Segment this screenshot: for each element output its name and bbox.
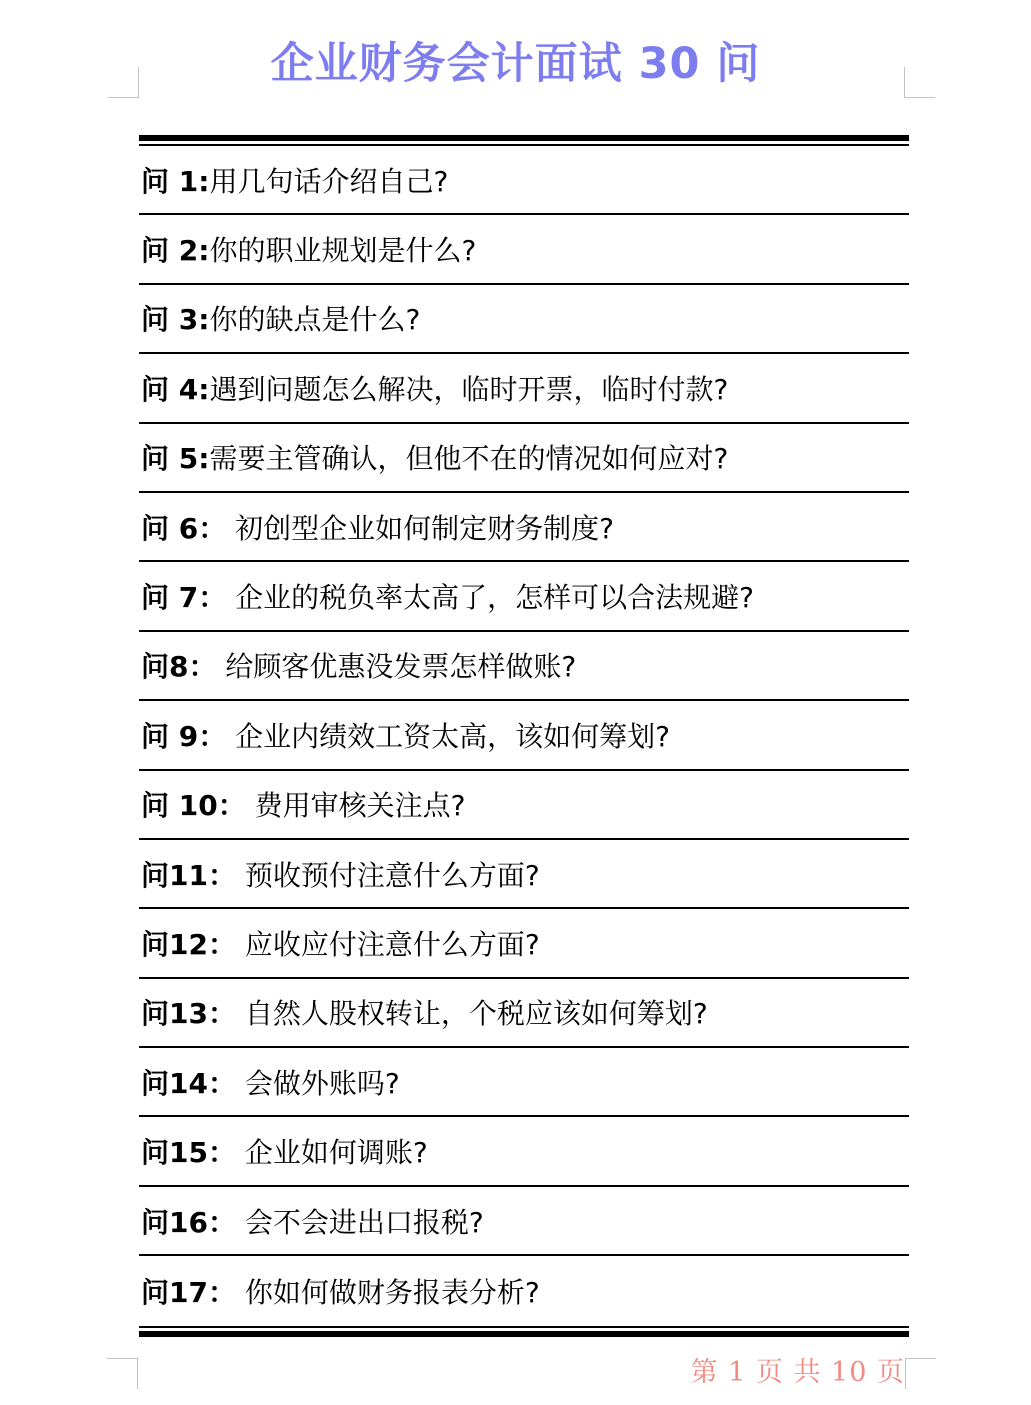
question-prefix: 问 9： <box>141 719 227 753</box>
crop-mark-top-right <box>904 67 935 98</box>
table-row <box>139 424 909 493</box>
question-text: 初创型企业如何制定财务制度? <box>226 511 615 545</box>
question-prefix: 问 10： <box>141 789 246 823</box>
table-row <box>139 1256 909 1325</box>
question-text: 给顾客优惠没发票怎样做账? <box>216 650 577 684</box>
crop-mark-top-left <box>108 67 139 98</box>
question-text: 费用审核关注点? <box>245 789 466 823</box>
table-row <box>139 1117 909 1186</box>
page-number: 第 1 页 共 10 页 <box>690 1357 905 1388</box>
question-prefix: 问15： <box>141 1136 236 1170</box>
question-prefix: 问 5: <box>141 442 210 476</box>
question-prefix: 问 6： <box>141 511 227 545</box>
question-table <box>139 135 909 1337</box>
question-prefix: 问17： <box>141 1275 236 1309</box>
question-text: 遇到问题怎么解决，临时开票，临时付款? <box>209 372 729 406</box>
table-row <box>139 632 909 701</box>
question-text: 会不会进出口报税? <box>235 1205 484 1239</box>
question-prefix: 问 2: <box>141 234 210 268</box>
crop-mark-bottom-right <box>905 1358 936 1389</box>
table-row <box>139 909 909 978</box>
table-row <box>139 1187 909 1256</box>
page-title: 企业财务会计面试 30 问 <box>270 39 761 89</box>
table-row <box>139 215 909 284</box>
question-prefix: 问 3: <box>141 303 210 337</box>
question-text: 企业如何调账? <box>235 1136 428 1170</box>
question-prefix: 问 1: <box>141 164 210 198</box>
question-prefix: 问16： <box>141 1205 236 1239</box>
table-row <box>139 285 909 354</box>
table-row <box>139 354 909 423</box>
table-row <box>139 493 909 562</box>
table-row <box>139 562 909 631</box>
question-prefix: 问13： <box>141 997 236 1031</box>
question-text: 你的缺点是什么? <box>209 303 421 337</box>
crop-mark-bottom-left <box>107 1358 138 1389</box>
question-text: 企业的税负率太高了，怎样可以合法规避? <box>226 581 755 615</box>
table-row <box>139 979 909 1048</box>
table-row <box>139 1048 909 1117</box>
question-text: 应收应付注意什么方面? <box>235 927 540 961</box>
table-row <box>139 146 909 215</box>
table-bottom-border <box>139 1326 909 1337</box>
question-text: 需要主管确认，但他不在的情况如何应对? <box>209 442 729 476</box>
question-prefix: 问14： <box>141 1066 236 1100</box>
question-text: 企业内绩效工资太高，该如何筹划? <box>226 719 671 753</box>
table-row <box>139 771 909 840</box>
question-text: 自然人股权转让，个税应该如何筹划? <box>235 997 708 1031</box>
question-prefix: 问 7： <box>141 581 227 615</box>
question-text: 你如何做财务报表分析? <box>235 1275 540 1309</box>
table-row <box>139 701 909 770</box>
table-top-border <box>139 135 909 146</box>
question-text: 你的职业规划是什么? <box>209 234 477 268</box>
question-text: 用几句话介绍自己? <box>209 164 449 198</box>
question-text: 预收预付注意什么方面? <box>235 858 540 892</box>
question-text: 会做外账吗? <box>235 1066 400 1100</box>
question-rows <box>139 146 909 1326</box>
question-prefix: 问12： <box>141 927 236 961</box>
table-row <box>139 840 909 909</box>
question-prefix: 问11： <box>141 858 236 892</box>
question-prefix: 问 4: <box>141 372 210 406</box>
question-prefix: 问8： <box>141 650 217 684</box>
